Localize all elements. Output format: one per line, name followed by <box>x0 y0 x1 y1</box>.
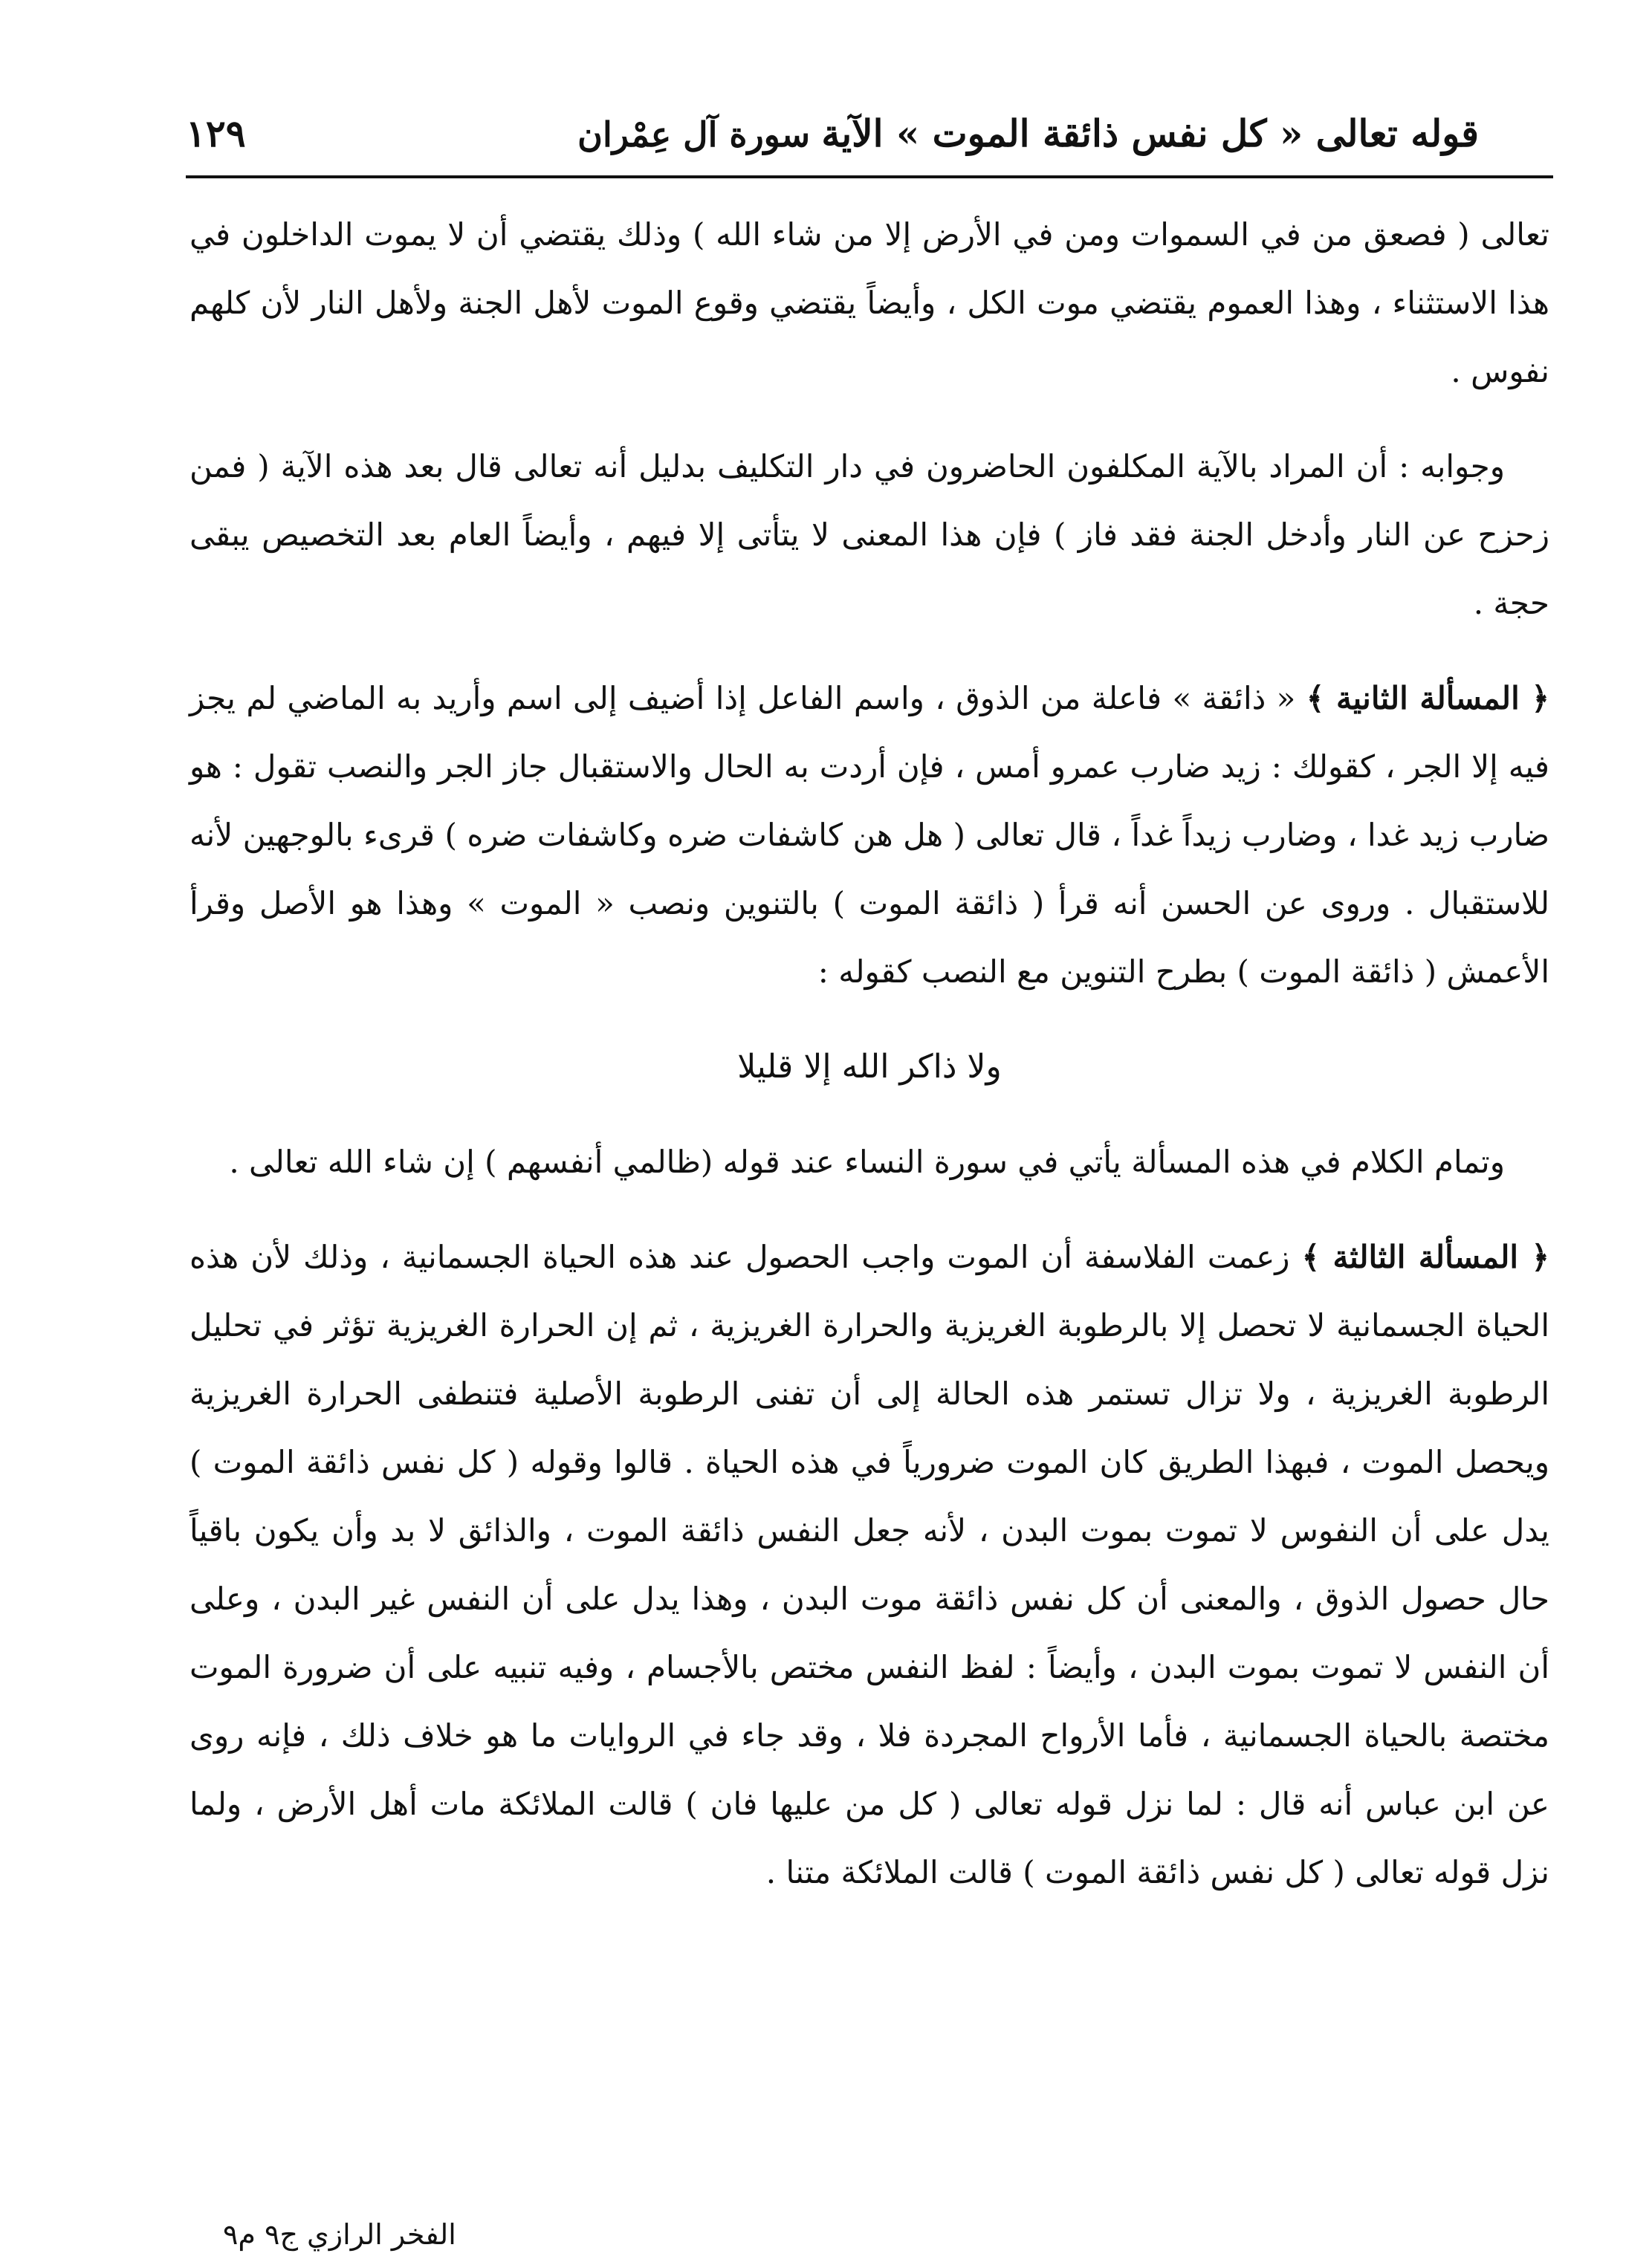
running-title: قوله تعالى « كل نفس ذائقة الموت » الآية <box>821 111 1479 155</box>
paragraph-5 <box>190 1223 1549 1907</box>
surah-title: سورة آل عِمْران <box>577 114 810 155</box>
page-number: ١٢٩ <box>186 111 246 155</box>
page-body <box>190 201 1549 1934</box>
paragraph-2-text: وجوابه : أن المراد بالآية المكلفون الحاضرون في دار التكليف بدليل أنه تعالى قال بعد هذه الآية ( فمن زحزح عن النار وأدخل الجنة فقد فاز ) فإن هذا المعنى لا يتأتى إلا فيهم ، وأيضاً العام بعد التخصيص يبقى حجة . <box>190 448 1549 621</box>
paragraph-4 <box>190 1128 1549 1196</box>
paragraph-2 <box>190 432 1549 638</box>
masala-heading-2: ﴿ المسألة الثانية ﴾ <box>1306 680 1549 716</box>
header-divider <box>186 175 1553 178</box>
poetry-verse: ولا ذاكر الله إلا قليلا <box>737 1048 1002 1086</box>
paragraph-3-text: « ذائقة » فاعلة من الذوق ، واسم الفاعل إذا أضيف إلى اسم وأريد به الماضي لم يجز فيه إلا الجر ، كقولك : زيد ضارب عمرو أمس ، فإن أردت به الحال والاستقبال جاز الجر والنصب تقول : هو ضارب زيد غدا ، وضارب زيداً غداً ، قال تعالى ( هل هن كاشفات ضره وكاشفات ضره ) قرىء بالوجهين لأنه للاستقبال . وروى عن الحسن أنه قرأ ( ذائقة الموت ) بالتنوين ونصب « الموت » وهذا هو الأصل وقرأ الأعمش ( ذائقة الموت ) بطرح التنوين مع النصب كقوله : <box>190 680 1549 990</box>
footer-signature: الفخر الرازي ج٩ م٩ <box>223 2218 456 2251</box>
paragraph-4-text: وتمام الكلام في هذه المسألة يأتي في سورة النساء عند قوله (ظالمي أنفسهم ) إن شاء الله تعالى . <box>229 1144 1505 1180</box>
paragraph-1 <box>190 201 1549 406</box>
masala-heading-3: ﴿ المسألة الثالثة ﴾ <box>1301 1239 1549 1275</box>
paragraph-5-text: زعمت الفلاسفة أن الموت واجب الحصول عند هذه الحياة الجسمانية ، وذلك لأن هذه الحياة الجسمانية لا تحصل إلا بالرطوبة الغريزية والحرارة الغريزية ، ثم إن الحرارة الغريزية تؤثر في تحليل الرطوبة الغريزية ، ولا تزال تستمر هذه الحالة إلى أن تفنى الرطوبة الأصلية فتنطفى الحرارة الغريزية ويحصل الموت ، فبهذا الطريق كان الموت ضرورياً في هذه الحياة . قالوا وقوله ( كل نفس ذائقة الموت ) يدل على أن النفوس لا تموت بموت البدن ، لأنه جعل النفس ذائقة الموت ، والذائق لا بد وأن يكون باقياً حال حصول الذوق ، والمعنى أن كل نفس ذائقة موت البدن ، وهذا يدل على أن النفس غير البدن ، وعلى أن النفس لا تموت بموت البدن ، وأيضاً : لفظ النفس مختص بالأجسام ، وفيه تنبيه على أن ضرورة الموت مختصة بالحياة الجسمانية ، فأما الأرواح المجردة فلا ، وقد جاء في الروايات ما هو خلاف ذلك ، فإنه روى عن ابن عباس أنه قال : لما نزل قوله تعالى ( كل من عليها فان ) قالت الملائكة مات أهل الأرض ، ولما نزل قوله تعالى ( كل نفس ذائقة الموت ) قالت الملائكة متنا . <box>190 1239 1549 1890</box>
paragraph-1-text: تعالى ( فصعق من في السموات ومن في الأرض إلا من شاء الله ) وذلك يقتضي أن لا يموت الداخلون في هذا الاستثناء ، وهذا العموم يقتضي موت الكل ، وأيضاً يقتضي وقوع الموت لأهل الجنة ولأهل النار لأن كلهم نفوس . <box>190 216 1549 389</box>
page-header <box>186 104 1479 171</box>
paragraph-3 <box>190 664 1549 1006</box>
